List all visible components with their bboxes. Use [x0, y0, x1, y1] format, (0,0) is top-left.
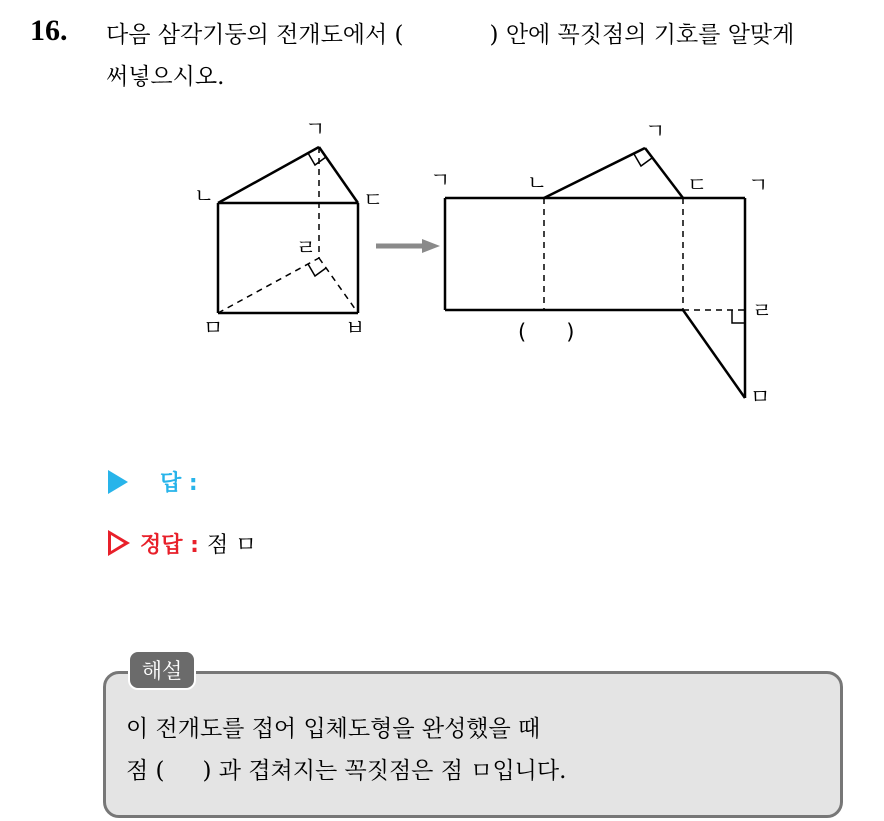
play-triangle-icon — [108, 470, 128, 494]
answer-label: 답 : — [160, 471, 198, 496]
question-number: 16. — [30, 14, 68, 47]
prism-vertex-labels — [194, 117, 383, 340]
prism-label-top: ㄱ — [305, 117, 326, 141]
outline-triangle-icon — [108, 530, 130, 556]
explanation-line1: 이 전개도를 접어 입체도형을 완성했을 때 — [126, 716, 541, 742]
explanation-before-blank: 점 ( — [126, 758, 165, 784]
explanation-line2 — [126, 752, 566, 785]
question-text-after-blank: ) 안에 꼭짓점의 기호를 알맞게 — [489, 22, 795, 48]
explanation-box — [103, 671, 843, 818]
triangular-prism — [218, 147, 358, 313]
net-label-apex: ㄱ — [645, 119, 666, 143]
correct-answer-row — [108, 528, 256, 559]
net-label-left-top: ㄴ — [527, 171, 548, 195]
net-label-right-top: ㄷ — [687, 173, 708, 197]
net-blank-label: ( ) — [518, 320, 575, 344]
prism-label-right: ㄷ — [363, 188, 384, 212]
prism-label-front-left-bottom: ㅁ — [203, 316, 224, 340]
answer-row — [108, 466, 198, 497]
explanation-tab: 해설 — [128, 650, 196, 690]
net-label-far-left-top: ㄱ — [430, 168, 451, 192]
prism-label-left: ㄴ — [194, 184, 215, 208]
correct-answer-value: 점 ㅁ — [206, 533, 257, 558]
explanation-after-blank: ) 과 겹쳐지는 꼭짓점은 점 ㅁ입니다. — [202, 758, 567, 784]
net-label-bottom-tip: ㅁ — [750, 385, 771, 409]
net-label-far-right-top: ㄱ — [748, 173, 769, 197]
question-text-before-blank: 다음 삼각기둥의 전개도에서 ( — [106, 22, 404, 48]
correct-answer-label: 정답 : — [140, 533, 199, 558]
question-text-line2: 써넣으시오. — [106, 64, 225, 90]
arrow-icon — [376, 239, 440, 253]
net-label-right-mid: ㄹ — [752, 299, 773, 323]
prism-label-back-bottom: ㄹ — [296, 236, 317, 260]
prism-label-front-right-bottom: ㅂ — [345, 316, 366, 340]
